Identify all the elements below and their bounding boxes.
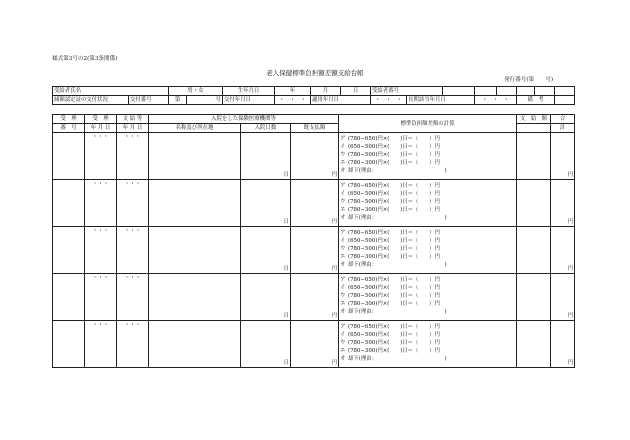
paid-date-cell [117,321,149,368]
hospital-name-cell [149,133,241,180]
gender-label: 男・女 [169,87,223,96]
calc-line-key: ア [340,183,346,189]
ledger-entry [53,180,575,227]
calc-line-key: ア [340,136,346,142]
days-cell [241,227,291,274]
received-date-cell [85,180,117,227]
calc-line-key: イ [340,238,346,244]
calc-line-key: オ [340,215,346,221]
received-date-cell [85,274,117,321]
total-yen-unit: 円 [567,172,574,178]
paid-date: ・・・ [124,134,141,140]
total-cell [551,227,575,274]
payment-header: 支 給 額 [517,115,551,124]
apply-date-value: ・ ・ ・ [371,96,407,105]
day-unit: 日 [283,360,289,366]
form-title: 老人保健標準負担額差額支給台帳 [266,69,364,77]
hospital-name-cell [149,274,241,321]
yen-unit: 円 [331,266,338,272]
ledger-entry [53,274,575,321]
paid-date-cell [117,274,149,321]
paid-date: ・・・ [124,181,141,187]
payment-cell [517,133,551,180]
calc-line-formula: (780−650)円×( )日＝（ ）円 [348,183,440,189]
received-date: ・・・ [92,322,109,328]
hospital-name-cell [149,227,241,274]
ledger-table [52,114,575,368]
calc-cell [339,227,517,274]
recipient-name-label: 受給者氏名 [53,87,169,96]
received-header-2: 年 月 日 [85,124,117,133]
total-cell [551,133,575,180]
receipt-no-cell [53,133,85,180]
day-label: 日 [341,87,371,96]
days-cell [241,321,291,368]
calc-line-key: ウ [340,199,346,205]
calc-line-formula: 却下(理由： ) [348,168,447,174]
calc-line-key: ウ [340,152,346,158]
received-date: ・・・ [92,275,109,281]
calc-line-formula: (780−650)円×( )日＝（ ）円 [348,230,440,236]
calc-line-formula: 却下(理由： ) [348,262,447,268]
yen-unit: 円 [331,219,338,225]
calc-line-key: エ [340,160,346,166]
calc-line-key: イ [340,144,346,150]
calc-line-key: エ [340,301,346,307]
go-label: 号 [187,96,223,105]
calc-line-formula: (780−500)円×( )日＝（ ）円 [348,293,440,299]
paid-date: ・・・ [124,228,141,234]
calc-line-key: イ [340,332,346,338]
calc-line-formula: (780−650)円×( )日＝（ ）円 [348,136,440,142]
total-cell [551,274,575,321]
hospital-group-header: 入院をした保険医療機関等 [149,115,339,124]
receipt-no-header-2: 番 号 [53,124,85,133]
payment-cell [517,274,551,321]
received-date: ・・・ [92,134,109,140]
issue-num-label: 交付番号 [129,96,169,105]
calc-line-key: ア [340,324,346,330]
calc-line-formula: 却下(理由： ) [348,309,447,315]
calc-line-formula: (780−650)円×( )日＝（ ）円 [348,324,440,330]
calc-cell [339,274,517,321]
issue-number: 発行番号(第 号) [504,77,554,83]
days-cell [241,133,291,180]
paid-date-cell [117,180,149,227]
received-date-cell [85,227,117,274]
payment-cell [517,227,551,274]
received-date: ・・・ [92,228,109,234]
remarks-label: 備 考 [517,96,555,105]
calc-line-formula: (780−300)円×( )日＝（ ）円 [348,254,440,260]
calc-line-formula: 却下(理由： ) [348,356,447,362]
year-label: 年 [275,87,311,96]
recipient-info-table [52,86,575,105]
calc-line-key: オ [340,309,346,315]
days-cell [241,180,291,227]
payment-cell [517,321,551,368]
calc-line-key: エ [340,254,346,260]
total-cell [551,180,575,227]
paid-amount-cell [291,274,339,321]
day-unit: 日 [283,172,289,178]
calc-line-key: イ [340,285,346,291]
calc-line-key: ウ [340,293,346,299]
calc-line-key: ウ [340,340,346,346]
calc-line-key: オ [340,262,346,268]
paid-date: ・・・ [124,275,141,281]
paid-amount-cell [291,227,339,274]
total-yen-unit: 円 [567,313,574,319]
paid-amount-cell [291,321,339,368]
calc-line-formula: (650−500)円×( )日＝（ ）円 [348,191,440,197]
calc-line-formula: (650−500)円×( )日＝（ ）円 [348,285,440,291]
total-yen-unit: 円 [567,266,574,272]
num-label: 第 [169,96,187,105]
calc-line-formula: (650−500)円×( )日＝（ ）円 [348,144,440,150]
payment-cell [517,180,551,227]
hospital-name-cell [149,180,241,227]
receipt-no-cell [53,227,85,274]
calc-line-formula: (650−500)円×( )日＝（ ）円 [348,238,440,244]
total-yen-unit: 円 [567,219,574,225]
issue-date-value: ・ ・ ・ [275,96,311,105]
calc-line-formula: (780−300)円×( )日＝（ ）円 [348,301,440,307]
day-unit: 日 [283,313,289,319]
calc-line-formula: (780−300)円×( )日＝（ ）円 [348,160,440,166]
calc-line-key: エ [340,348,346,354]
calc-line-key: オ [340,356,346,362]
receipt-no-cell [53,321,85,368]
calc-line-formula: (650−500)円×( )日＝（ ）円 [348,332,440,338]
ledger-entry [53,321,575,368]
days-header: 入院日数 [241,124,291,133]
apply-date-label: 適用年月日 [311,96,371,105]
recipient-no-label: 受給者番号 [371,87,443,96]
total-header-2: 計 [551,124,575,133]
received-header: 受 理 [85,115,117,124]
calc-line-formula: 却下(理由： ) [348,215,447,221]
paid-header: 支 給 等 [117,115,149,124]
calc-line-key: エ [340,207,346,213]
paid-date-cell [117,227,149,274]
calc-header: 標準負担額差額の計算 [339,115,517,133]
calc-line-formula: (780−650)円×( )日＝（ ）円 [348,277,440,283]
calc-line-formula: (780−300)円×( )日＝（ ）円 [348,348,440,354]
calc-line-key: ア [340,277,346,283]
calc-line-key: イ [340,191,346,197]
hospital-name-cell [149,321,241,368]
received-date-cell [85,321,117,368]
total-yen-unit: 円 [567,360,574,366]
total-cell [551,321,575,368]
month-label: 月 [311,87,341,96]
calc-cell [339,133,517,180]
calc-line-formula: (780−500)円×( )日＝（ ）円 [348,152,440,158]
yen-unit: 円 [331,172,338,178]
form-code: 様式第3号の2(第3条関係) [52,56,118,62]
days-cell [241,274,291,321]
paid-amount-cell [291,133,339,180]
paid-header-2: 年 月 日 [117,124,149,133]
issue-date-label: 交付年月日 [223,96,275,105]
ledger-entry [53,227,575,274]
calc-line-key: ア [340,230,346,236]
received-date-cell [85,133,117,180]
calc-cell [339,180,517,227]
birth-label: 生年月日 [223,87,275,96]
receipt-no-header: 受 理 [53,115,85,124]
receipt-no-cell [53,180,85,227]
calc-line-formula: (780−500)円×( )日＝（ ）円 [348,199,440,205]
calc-line-key: オ [340,168,346,174]
yen-unit: 円 [331,360,338,366]
calc-line-formula: (780−300)円×( )日＝（ ）円 [348,207,440,213]
total-header: 合 [551,115,575,124]
cert-status-label: 減額認定証の交付状況 [53,96,129,105]
long-term-value: ・ ・ ・ [475,96,517,105]
received-date: ・・・ [92,181,109,187]
day-unit: 日 [283,266,289,272]
yen-unit: 円 [331,313,338,319]
paid-date: ・・・ [124,322,141,328]
paid-amount-cell [291,180,339,227]
ledger-entry [53,133,575,180]
day-unit: 日 [283,219,289,225]
calc-cell [339,321,517,368]
name-addr-header: 名称及び所在地 [149,124,241,133]
receipt-no-cell [53,274,85,321]
paid-amount-header: 既支払額 [291,124,339,133]
calc-line-key: ウ [340,246,346,252]
paid-date-cell [117,133,149,180]
long-term-label: 長期該当年月日 [407,96,475,105]
calc-line-formula: (780−500)円×( )日＝（ ）円 [348,340,440,346]
calc-line-formula: (780−500)円×( )日＝（ ）円 [348,246,440,252]
